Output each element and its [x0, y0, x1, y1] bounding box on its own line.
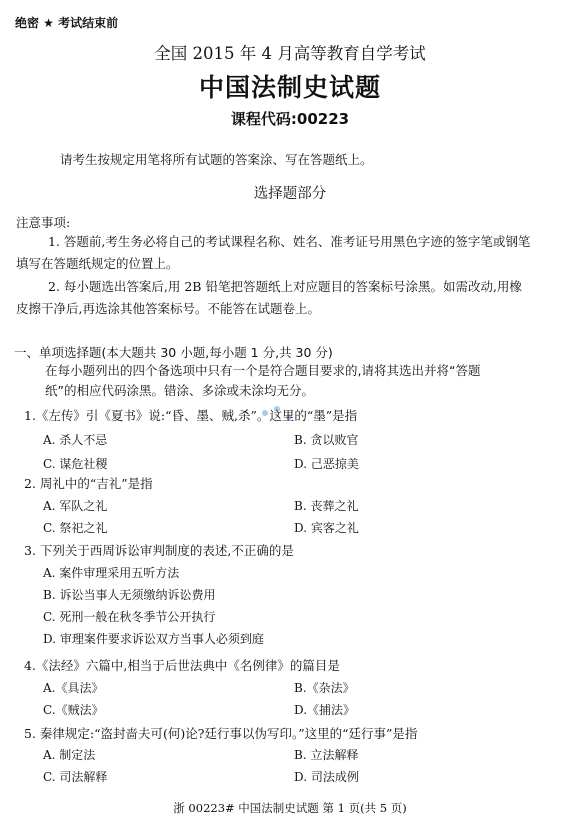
answer-instruction: 请考生按规定用笔将所有试题的答案涂、写在答题纸上。 — [60, 152, 373, 167]
note-item-1-line-2: 填写在答题纸规定的位置上。 — [16, 256, 179, 271]
note-item-2-line-1: 2. 每小题选出答案后,用 2B 铅笔把答题纸上对应题目的答案标号涂黑。如需改动,用橡 — [48, 279, 522, 294]
course-code: 课程代码:00223 — [230, 110, 350, 128]
question-5-option-c: C. 司法解释 — [43, 770, 108, 784]
question-3-option-c: C. 死刑一般在秋冬季节公开执行 — [43, 610, 216, 624]
question-4-option-d: D.《捕法》 — [294, 703, 356, 717]
section-1-description — [45, 361, 480, 401]
note-item-2 — [16, 276, 564, 320]
question-1: 1.《左传》引《夏书》说:“昏、墨、贼,杀”。这里的“墨”是指 — [24, 408, 358, 423]
question-1-option-d: D. 己恶掠美 — [294, 457, 359, 471]
subject-title: 中国法制史试题 — [198, 73, 381, 102]
section-1-title: 一、单项选择题(本大题共 30 小题,每小题 1 分,共 30 分) — [14, 345, 333, 360]
question-2-option-d: D. 宾客之礼 — [294, 521, 359, 535]
question-2: 2. 周礼中的“吉礼”是指 — [24, 476, 153, 491]
notes-heading: 注意事项: — [16, 215, 71, 230]
question-1-option-a: A. 杀人不忌 — [43, 433, 108, 447]
question-1-option-b: B. 贪以败官 — [294, 433, 359, 447]
secret-label: 绝密 ★ 考试结束前 — [15, 16, 119, 30]
note-item-2-line-2: 皮擦干净后,再选涂其他答案标号。不能答在试题卷上。 — [16, 301, 320, 316]
question-4-option-c: C.《贼法》 — [43, 703, 104, 717]
question-4-option-a: A.《具法》 — [43, 681, 104, 695]
note-item-1-line-1: 1. 答题前,考生务必将自己的考试课程名称、姓名、准考证号用黑色字迹的签字笔或钢笔 — [48, 234, 531, 249]
question-5-option-b: B. 立法解释 — [294, 748, 359, 762]
section-1-desc-line-1: 在每小题列出的四个备选项中只有一个是符合题目要求的,请将其选出并将“答题 — [45, 363, 481, 378]
question-3-option-a: A. 案件审理采用五听方法 — [43, 566, 180, 580]
question-5-option-d: D. 司法成例 — [294, 770, 359, 784]
question-5-option-a: A. 制定法 — [43, 748, 96, 762]
section-heading: 选择题部分 — [253, 186, 327, 202]
question-2-option-c: C. 祭祀之礼 — [43, 521, 108, 535]
question-1-option-c: C. 谋危社稷 — [43, 457, 108, 471]
question-5: 5. 秦律规定:“盗封啬夫可(何)论?廷行事以伪写印。”这里的“廷行事”是指 — [24, 726, 418, 741]
question-4: 4.《法经》六篇中,相当于后世法典中《名例律》的篇目是 — [24, 658, 340, 673]
question-4-option-b: B.《杂法》 — [294, 681, 355, 695]
page-footer: 浙 00223# 中国法制史试题 第 1 页(共 5 页) — [173, 801, 407, 815]
exam-title: 全国 2015 年 4 月高等教育自学考试 — [154, 44, 426, 63]
question-2-option-b: B. 丧葬之礼 — [294, 499, 359, 513]
question-3-option-d: D. 审理案件要求诉讼双方当事人必须到庭 — [43, 632, 264, 646]
question-2-option-a: A. 军队之礼 — [43, 499, 108, 513]
question-3: 3. 下列关于西周诉讼审判制度的表述,不正确的是 — [24, 543, 294, 558]
question-3-option-b: B. 诉讼当事人无须缴纳诉讼费用 — [43, 588, 216, 602]
note-item-1 — [16, 231, 564, 275]
section-1-desc-line-2: 纸”的相应代码涂黑。错涂、多涂或未涂均无分。 — [45, 383, 314, 398]
